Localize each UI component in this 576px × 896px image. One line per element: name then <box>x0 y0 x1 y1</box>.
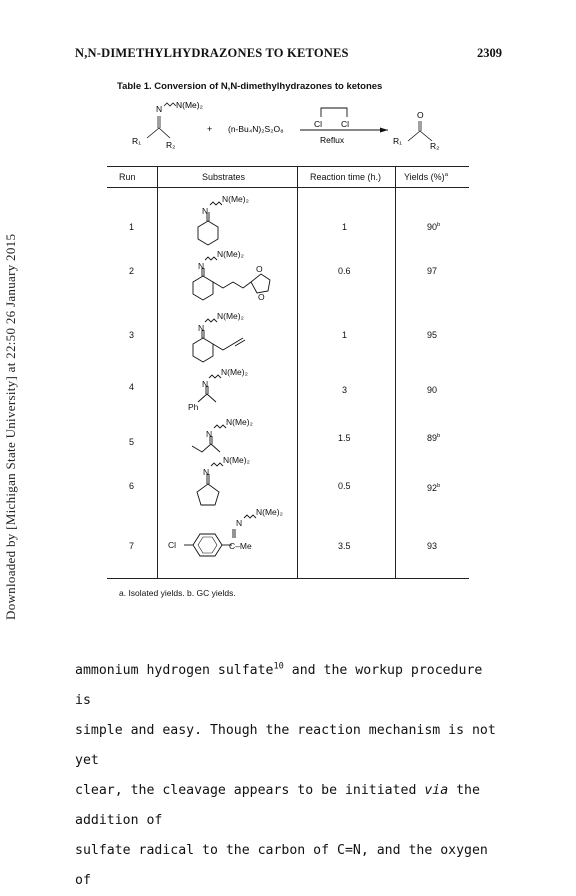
table-footnote: a. Isolated yields. b. GC yields. <box>119 588 236 598</box>
row-2-yield: 97 <box>427 266 438 276</box>
row-4-time: 3 <box>342 385 348 395</box>
svg-text:O: O <box>256 264 263 274</box>
substrate-structures <box>158 188 297 578</box>
svg-text:N(Me)₂: N(Me)₂ <box>217 311 244 321</box>
table-top-rule <box>107 166 469 167</box>
row-5-run: 5 <box>129 437 135 447</box>
header-run: Run <box>119 172 136 182</box>
row-7-yield: 93 <box>427 541 438 551</box>
row-6-run: 6 <box>129 481 135 491</box>
row-1-time: 1 <box>342 222 348 232</box>
row-6-time: 0.5 <box>338 481 351 491</box>
product-structure <box>393 110 439 151</box>
row-5-yield: 89$^b$ <box>427 433 441 443</box>
row-4-run: 4 <box>129 382 135 392</box>
table-caption: Table 1. Conversion of N,N-dimethylhydrazones to ketones <box>117 81 383 92</box>
body-line-3: clear, the cleavage appears to be initiated via the addition of <box>75 783 480 828</box>
header-substrates: Substrates <box>202 172 246 182</box>
header-yields: Yields (%)$^a$ <box>404 172 448 182</box>
svg-text:N: N <box>156 104 163 114</box>
svg-text:N(Me)₂: N(Me)₂ <box>226 417 253 427</box>
body-paragraph <box>75 656 502 896</box>
svg-text:N: N <box>206 429 213 439</box>
svg-text:N(Me)₂: N(Me)₂ <box>221 367 248 377</box>
running-head: N,N-DIMETHYLHYDRAZONES TO KETONES <box>75 46 349 60</box>
svg-text:N(Me)₂: N(Me)₂ <box>176 100 203 110</box>
row-2-run: 2 <box>129 266 135 276</box>
svg-text:N: N <box>202 206 209 216</box>
row-1-yield: 90$^b$ <box>427 222 441 232</box>
row-3-yield: 95 <box>427 330 438 340</box>
table-col-divider-3 <box>395 166 396 578</box>
svg-text:N: N <box>236 518 243 528</box>
svg-text:O: O <box>258 292 265 302</box>
row-4-yield: 90 <box>427 385 438 395</box>
reaction-arrow <box>300 108 388 145</box>
svg-text:R₁: R₁ <box>132 136 142 146</box>
svg-text:N: N <box>198 323 205 333</box>
svg-text:C–Me: C–Me <box>229 541 252 551</box>
row-1-run: 1 <box>129 222 135 232</box>
svg-text:R₁: R₁ <box>393 136 403 146</box>
reactant-structure <box>132 100 203 150</box>
svg-text:Cl: Cl <box>314 119 323 129</box>
page-number: 2309 <box>477 46 502 60</box>
reagent-label: (n-Bu₄N)₂S₂O₈ <box>228 124 284 134</box>
row-7-run: 7 <box>129 541 135 551</box>
plus-sign: + <box>207 124 213 134</box>
svg-text:O: O <box>417 110 424 120</box>
svg-text:N(Me)₂: N(Me)₂ <box>217 249 244 259</box>
svg-text:Cl: Cl <box>168 540 177 550</box>
svg-text:R₂: R₂ <box>430 141 440 151</box>
row-6-yield: 92$^b$ <box>427 483 441 493</box>
svg-text:Reflux: Reflux <box>320 135 345 145</box>
svg-text:N: N <box>203 467 210 477</box>
table-col-divider-2 <box>297 166 298 578</box>
row-5-time: 1.5 <box>338 433 351 443</box>
download-watermark-text: Downloaded by [Michigan State University] at 22:50 26 January 2015 <box>3 233 18 620</box>
svg-text:N: N <box>202 379 209 389</box>
svg-text:R₂: R₂ <box>166 140 176 150</box>
svg-text:Ph: Ph <box>188 402 199 412</box>
row-2-time: 0.6 <box>338 266 351 276</box>
substrate-6-structure <box>197 463 223 505</box>
header-reaction-time: Reaction time (h.) <box>310 172 382 182</box>
reaction-scheme <box>110 96 470 162</box>
download-watermark <box>0 0 20 863</box>
svg-text:N(Me)₂: N(Me)₂ <box>223 455 250 465</box>
svg-text:N(Me)₂: N(Me)₂ <box>256 507 283 517</box>
svg-text:Cl: Cl <box>341 119 350 129</box>
svg-text:N(Me)₂: N(Me)₂ <box>222 194 249 204</box>
body-line-4: sulfate radical to the carbon of C=N, and the oxygen of <box>75 843 488 888</box>
table-bottom-rule <box>107 578 469 579</box>
row-3-time: 1 <box>342 330 348 340</box>
body-line-1: ammonium hydrogen sulfate$^{10}$ and the workup procedure is <box>75 661 483 708</box>
body-line-2: simple and easy. Though the reaction mechanism is not yet <box>75 723 496 768</box>
row-3-run: 3 <box>129 330 135 340</box>
row-7-time: 3.5 <box>338 541 351 551</box>
svg-text:N: N <box>198 261 205 271</box>
